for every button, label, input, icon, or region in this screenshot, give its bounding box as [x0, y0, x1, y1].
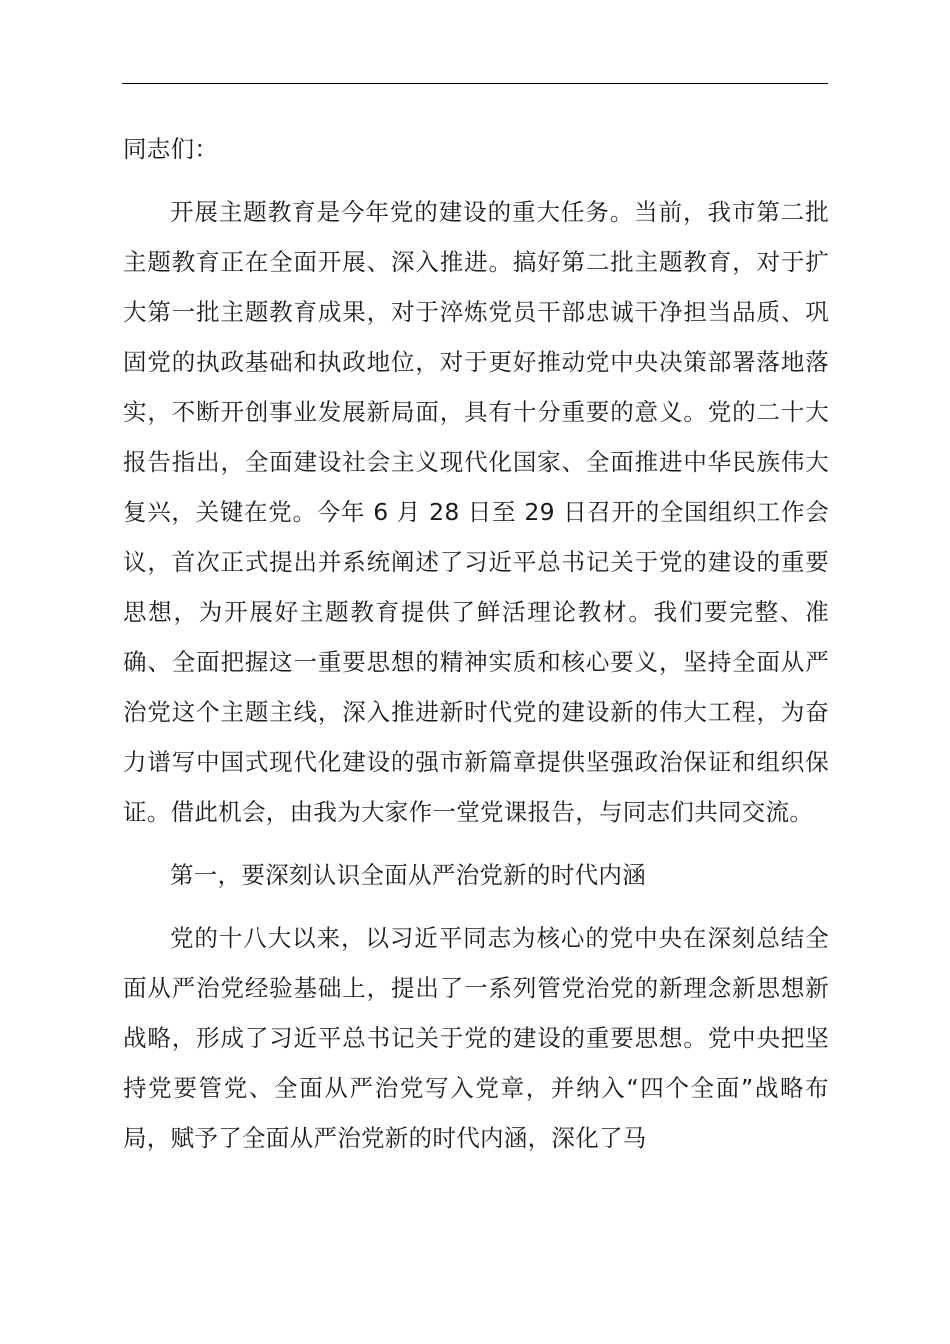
header-rule [122, 83, 828, 84]
section-heading: 第一，要深刻认识全面从严治党新的时代内涵 [170, 861, 646, 889]
salutation: 同志们： [123, 135, 219, 163]
document-body [123, 124, 829, 1163]
paragraph-section-one: 党的十八大以来，以习近平同志为核心的党中央在深刻总结全面从严治党经验基础上，提出了一系列管党治党的新理念新思想新战略，形成了习近平总书记关于党的建设的重要思想。党中央把坚持党要管党、全面从严治党写入党章，并纳入“四个全面”战略布局，赋予了全面从严治党新的时代内涵，深化了马 [123, 924, 829, 1152]
paragraph-intro: 开展主题教育是今年党的建设的重大任务。当前，我市第二批主题教育正在全面开展、深入推进。搞好第二批主题教育，对于扩大第一批主题教育成果，对于淬炼党员干部忠诚干净担当品质、巩固党的执政基础和执政地位，对于更好推动党中央决策部署落地落实，不断开创事业发展新局面，具有十分重要的意义。党的二十大报告指出，全面建设社会主义现代化国家、全面推进中华民族伟大复兴，关键在党。今年 6 月 28 日至 29 日召开的全国组织工作会议，首次正式提出并系统阐述了习近平总书记关于党的建设的重要思想，为开展好主题教育提供了鲜活理论教材。我们要完整、准确、全面把握这一重要思想的精神实质和核心要义，坚持全面从严治党这个主题主线，深入推进新时代党的建设新的伟大工程，为奋力谱写中国式现代化建设的强市新篇章提供坚强政治保证和组织保证。借此机会，由我为大家作一堂党课报告，与同志们共同交流。 [123, 198, 829, 826]
